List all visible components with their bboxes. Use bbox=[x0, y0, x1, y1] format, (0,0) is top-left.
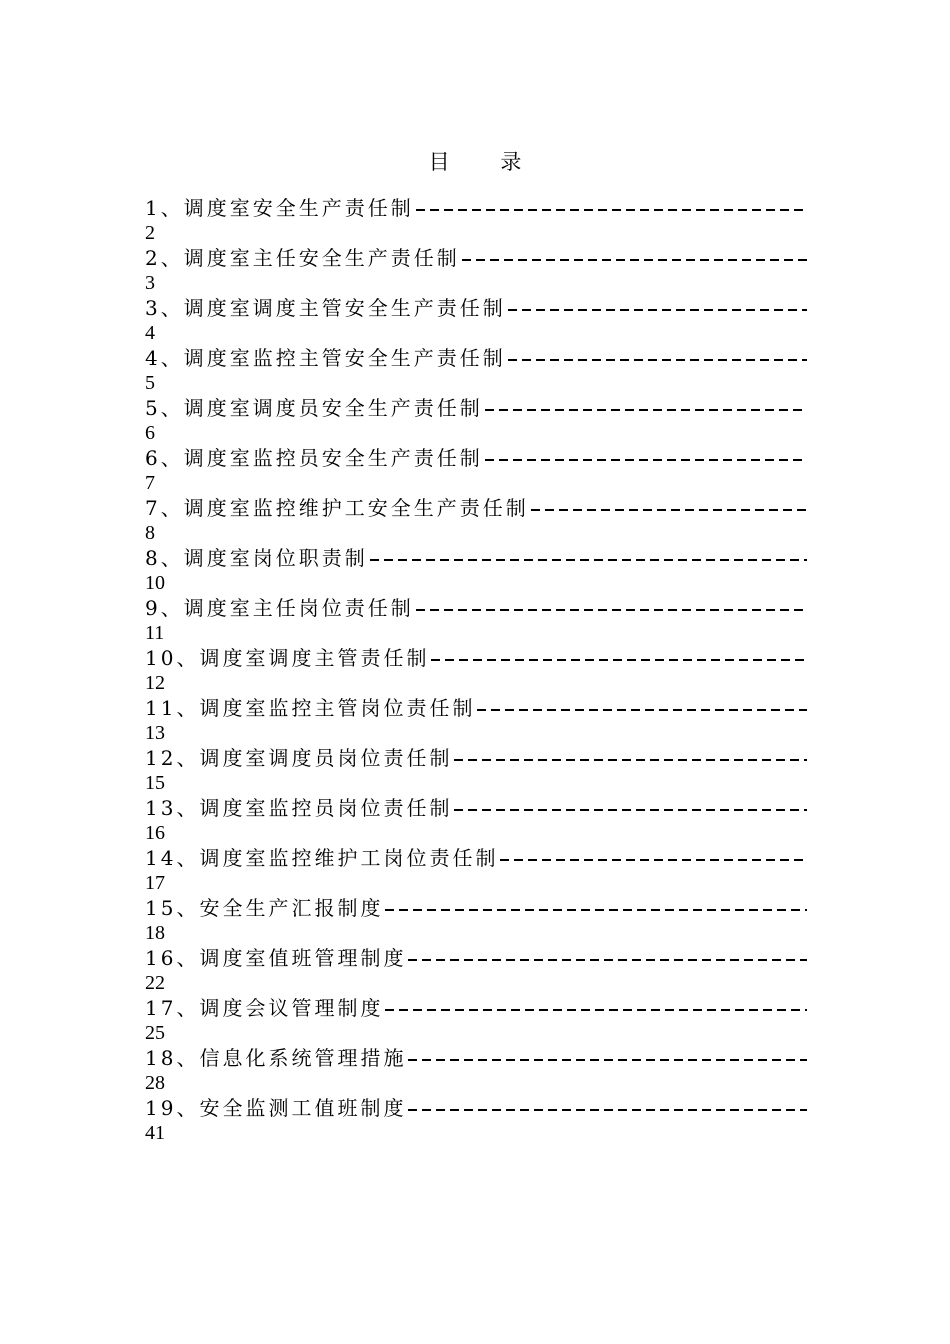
toc-entry-label: 2、调度室主任安全生产责任制 bbox=[145, 246, 460, 270]
toc-entry-label: 4、调度室监控主管安全生产责任制 bbox=[145, 346, 506, 370]
toc-entry bbox=[145, 496, 807, 546]
toc-entry-page: 13 bbox=[145, 722, 165, 744]
toc-entry-label: 9、调度室主任岗位责任制 bbox=[145, 596, 414, 620]
toc-leader bbox=[531, 509, 807, 511]
toc-entry bbox=[145, 396, 807, 446]
toc-entry-page: 11 bbox=[145, 622, 165, 644]
toc-leader bbox=[477, 709, 807, 711]
toc-entry bbox=[145, 346, 807, 396]
toc-leader bbox=[431, 659, 807, 661]
toc-entry-page: 10 bbox=[145, 572, 165, 594]
toc-entry-label: 15、安全生产汇报制度 bbox=[145, 896, 384, 920]
toc-entry-page: 4 bbox=[145, 322, 155, 344]
toc-leader bbox=[408, 959, 807, 961]
toc-leader bbox=[416, 209, 807, 211]
toc-entry-page: 17 bbox=[145, 872, 165, 894]
toc-entry-label: 17、调度会议管理制度 bbox=[145, 996, 384, 1020]
toc-entry bbox=[145, 546, 807, 596]
toc-entry-label: 8、调度室岗位职责制 bbox=[145, 546, 368, 570]
toc-leader bbox=[485, 409, 807, 411]
toc-leader bbox=[408, 1059, 807, 1061]
toc-entry-label: 13、调度室监控员岗位责任制 bbox=[145, 796, 453, 820]
toc-entry-label: 12、调度室调度员岗位责任制 bbox=[145, 746, 453, 770]
toc-leader bbox=[408, 1109, 807, 1111]
toc-entry-label: 19、安全监测工值班制度 bbox=[145, 1096, 407, 1120]
toc-entry bbox=[145, 296, 807, 346]
toc-entry-page: 7 bbox=[145, 472, 155, 494]
toc-entry bbox=[145, 1046, 807, 1096]
toc-entry bbox=[145, 196, 807, 246]
toc-entry-page: 41 bbox=[145, 1122, 165, 1144]
toc-entry bbox=[145, 946, 807, 996]
toc-entry-label: 5、调度室调度员安全生产责任制 bbox=[145, 396, 483, 420]
toc-entry bbox=[145, 246, 807, 296]
toc-entry-page: 2 bbox=[145, 222, 155, 244]
toc-entry-page: 22 bbox=[145, 972, 165, 994]
toc-leader bbox=[508, 359, 807, 361]
toc-leader bbox=[416, 609, 807, 611]
toc-entry-label: 11、调度室监控主管岗位责任制 bbox=[145, 696, 476, 720]
toc-entry-label: 10、调度室调度主管责任制 bbox=[145, 646, 430, 670]
toc-entry-page: 25 bbox=[145, 1022, 165, 1044]
toc-leader bbox=[370, 559, 807, 561]
toc-list bbox=[145, 196, 807, 1146]
toc-entry-page: 15 bbox=[145, 772, 165, 794]
toc-entry-page: 8 bbox=[145, 522, 155, 544]
toc-leader bbox=[385, 1009, 807, 1011]
toc-entry-label: 18、信息化系统管理措施 bbox=[145, 1046, 407, 1070]
toc-entry bbox=[145, 896, 807, 946]
toc-leader bbox=[454, 809, 807, 811]
toc-entry-label: 16、调度室值班管理制度 bbox=[145, 946, 407, 970]
toc-entry-label: 7、调度室监控维护工安全生产责任制 bbox=[145, 496, 529, 520]
toc-leader bbox=[454, 759, 807, 761]
toc-leader bbox=[500, 859, 807, 861]
toc-entry bbox=[145, 796, 807, 846]
toc-entry bbox=[145, 646, 807, 696]
toc-entry-page: 16 bbox=[145, 822, 165, 844]
toc-entry bbox=[145, 996, 807, 1046]
toc-entry bbox=[145, 446, 807, 496]
toc-entry-page: 6 bbox=[145, 422, 155, 444]
toc-entry-page: 18 bbox=[145, 922, 165, 944]
toc-entry bbox=[145, 596, 807, 646]
toc-entry bbox=[145, 696, 807, 746]
toc-entry-page: 3 bbox=[145, 272, 155, 294]
toc-entry-page: 28 bbox=[145, 1072, 165, 1094]
toc-entry bbox=[145, 846, 807, 896]
toc-entry-page: 12 bbox=[145, 672, 165, 694]
toc-entry-label: 1、调度室安全生产责任制 bbox=[145, 196, 414, 220]
toc-entry-page: 5 bbox=[145, 372, 155, 394]
toc-leader bbox=[462, 259, 807, 261]
toc-leader bbox=[385, 909, 807, 911]
toc-entry bbox=[145, 1096, 807, 1146]
toc-entry bbox=[145, 746, 807, 796]
toc-title: 目 录 bbox=[428, 150, 544, 174]
toc-leader bbox=[485, 459, 807, 461]
toc-entry-label: 14、调度室监控维护工岗位责任制 bbox=[145, 846, 499, 870]
toc-leader bbox=[508, 309, 807, 311]
toc-entry-label: 3、调度室调度主管安全生产责任制 bbox=[145, 296, 506, 320]
toc-entry-label: 6、调度室监控员安全生产责任制 bbox=[145, 446, 483, 470]
